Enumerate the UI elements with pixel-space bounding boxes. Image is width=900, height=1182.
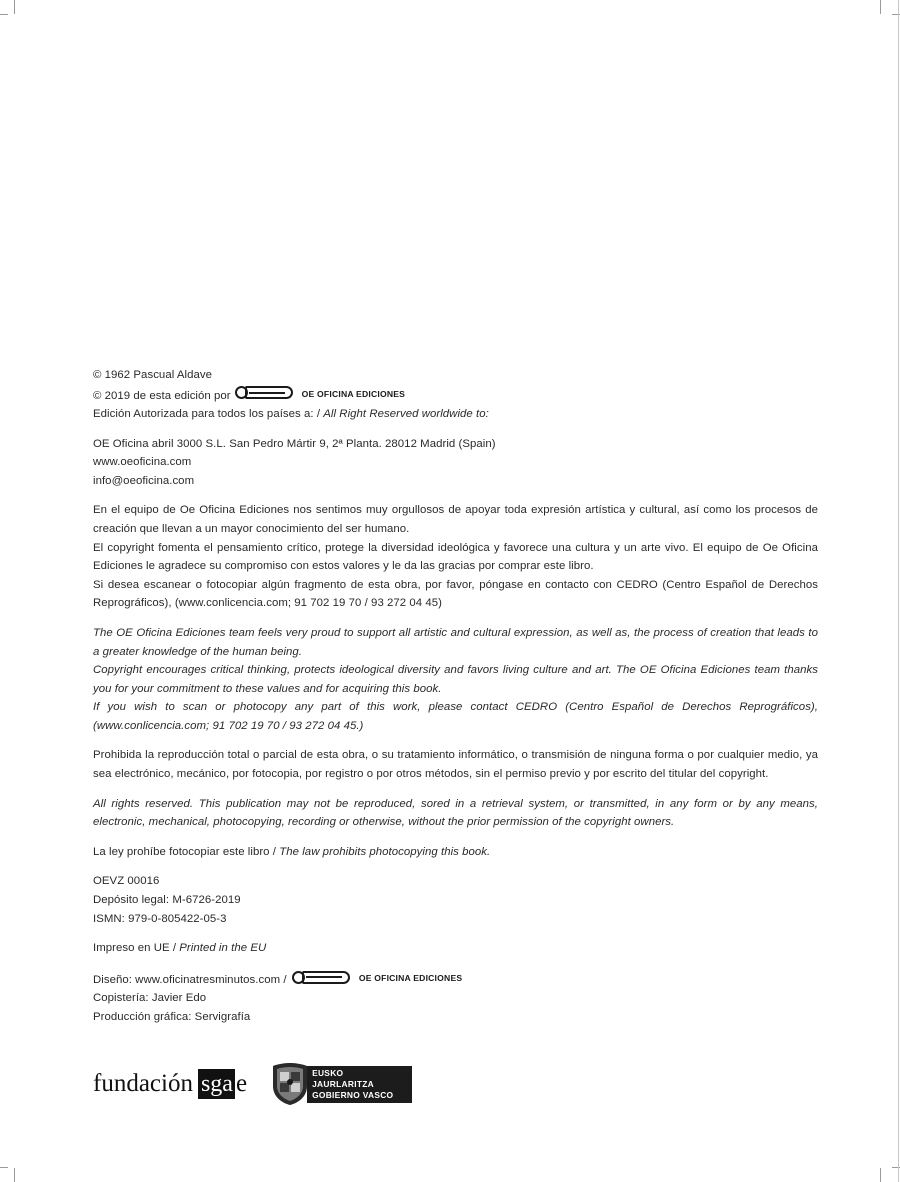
law-en: The law prohibits photocopying this book. [279, 845, 491, 858]
prohibition-es: Prohibida la reproducción total o parcial de esta obra, o su tratamiento informático, o transmisión de ninguna forma o por cualquier medio, ya sea electrónico, mecánico, por fotocopia, por registro o por otros métodos, sin el permiso previo y por escrito del titular del copyright. [93, 749, 818, 781]
statement-es-paragraph: En el equipo de Oe Oficina Ediciones nos sentimos muy orgullosos de apoyar toda expresión artística y cultural, así como los procesos de creación que llevan a un mayor conocimiento del ser humano. [93, 504, 818, 535]
crop-mark-bottom-right [880, 1168, 881, 1182]
copyist-credit: Copistería: Javier Edo [93, 992, 207, 1005]
gobierno-vasco-plate [307, 1066, 412, 1103]
printed-separator: / [169, 942, 180, 955]
gv-line-basque: EUSKO JAURLARITZA [312, 1067, 374, 1089]
statement-en-paragraph: Copyright encourages critical thinking, protects ideological diversity and favors living culture and art. The OE Oficina Ediciones team thanks you for your commitment to these values and for acquiring this book. [93, 664, 818, 695]
copyright-edition-text: © 2019 de esta edición por [93, 389, 231, 402]
copyright-edition [93, 385, 818, 405]
fundacion-sgae-logo [93, 1069, 247, 1099]
publisher-address: OE Oficina abril 3000 S.L. San Pedro Mártir 9, 2ª Planta. 28012 Madrid (Spain) [93, 437, 496, 450]
gv-line-spanish: GOBIERNO VASCO [312, 1089, 394, 1100]
legal-deposit: Depósito legal: M-6726-2019 [93, 894, 241, 907]
crop-mark-bottom-left [14, 1168, 15, 1182]
contact-block [93, 435, 818, 491]
law-block [93, 843, 818, 862]
page-edge-right [898, 0, 899, 1182]
publisher-logo [292, 969, 462, 988]
sgae-tail: e [235, 1070, 248, 1097]
copyright-author: © 1962 Pascual Aldave [93, 369, 212, 381]
design-credit [93, 969, 818, 989]
authorized-en: All Right Reserved worldwide to: [323, 407, 489, 420]
statement-es-paragraph: Si desea escanear o fotocopiar algún fragmento de esta obra, por favor, póngase en contacto con CEDRO (Centro Español de Derechos Reprográficos), (www.conlicencia.com; 91 702 19 70 / 93 272 04 45) [93, 578, 818, 610]
publisher-email: info@oeoficina.com [93, 474, 195, 487]
publisher-logo [235, 385, 405, 404]
crop-mark-left-bottom [0, 1167, 8, 1168]
authorized-es: Edición Autorizada para todos los países a: [93, 407, 314, 420]
publisher-website: www.oeoficina.com [93, 456, 192, 469]
law-line [93, 843, 818, 862]
crop-mark-top-right [880, 0, 881, 14]
oe-logo-icon [292, 971, 350, 986]
sponsor-logos [93, 1060, 412, 1108]
catalog-code: OEVZ 00016 [93, 875, 160, 888]
printed-en: Printed in the EU [179, 942, 267, 955]
statement-en-block [93, 624, 818, 736]
law-separator: / [269, 845, 280, 858]
statement-es-block [93, 501, 818, 613]
sgae-box: sga [198, 1069, 235, 1099]
identifiers-block [93, 872, 818, 928]
production-credit: Producción gráfica: Servigrafía [93, 1010, 251, 1023]
authorized-separator: / [313, 407, 324, 420]
credits-block [93, 969, 818, 1027]
prohibition-en: All rights reserved. This publication may not be reproduced, sored in a retrieval system, or transmitted, in any form or by any means, electronic, mechanical, photocopying, recording or otherwise, without the prior permission of the copyright owners. [93, 797, 818, 829]
printing-block [93, 939, 818, 958]
statement-es-paragraph: El copyright fomenta el pensamiento crítico, protege la diversidad ideológica y favorece una cultura y un arte vivo. El equipo de Oe Oficina Ediciones le agradece su compromiso con estos valores y le da las gracias por comprar este libro. [93, 541, 818, 573]
crop-mark-left-top [0, 14, 8, 15]
fundacion-word: fundación [93, 1070, 193, 1097]
oe-logo-icon [235, 386, 293, 401]
authorized-line [93, 405, 818, 424]
ismn-number: ISMN: 979-0-805422-05-3 [93, 912, 227, 925]
statement-en-paragraph: The OE Oficina Ediciones team feels very proud to support all artistic and cultural expression, as well as, the process of creation that leads to a greater knowledge of the human being. [93, 626, 818, 658]
law-es: La ley prohíbe fotocopiar este libro [93, 845, 270, 858]
design-credit-text: Diseño: www.oficinatresminutos.com / [93, 973, 290, 986]
publisher-logo-name: OE OFICINA EDICIONES [358, 972, 463, 983]
basque-seal-icon [271, 1062, 309, 1106]
prohibition-en-block [93, 795, 818, 832]
statement-en-paragraph: If you wish to scan or photocopy any part of this work, please contact CEDRO (Centro Español de Derechos Reprográficos), (www.conlicencia.com; 91 702 19 70 / 93 272 04 45.) [93, 701, 818, 732]
colophon-text [93, 366, 818, 1037]
copyright-block [93, 366, 818, 424]
gobierno-vasco-logo [271, 1062, 412, 1106]
crop-mark-top-left [14, 0, 15, 14]
prohibition-es-block [93, 746, 818, 783]
printed-line [93, 939, 818, 958]
printed-es: Impreso en UE [93, 942, 170, 955]
publisher-logo-name: OE OFICINA EDICIONES [301, 388, 406, 399]
